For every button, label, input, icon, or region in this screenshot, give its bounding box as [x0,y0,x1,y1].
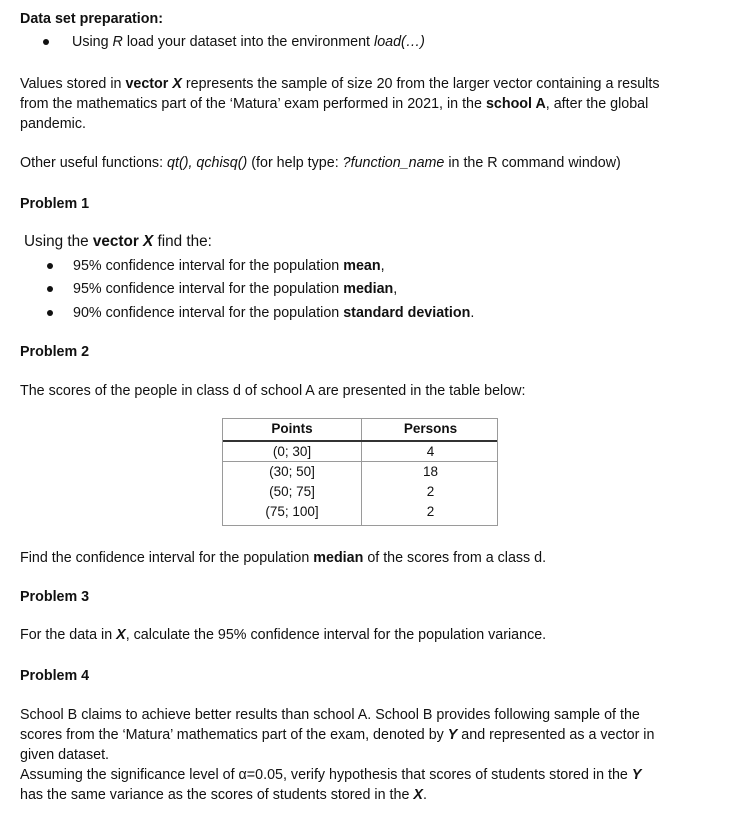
intro-line-2: from the mathematics part of the ‘Matura’ exam performed in 2021, in the school A, after the global [20,96,649,112]
table-cell-persons: 18 [422,464,439,479]
problem-4-line-3: given dataset. [20,747,110,763]
intro-line-1: Values stored in vector X represents the sample of size 20 from the larger vector containing a results [20,76,660,92]
bullet-dot [47,286,53,292]
problem-3-heading: Problem 3 [20,589,90,605]
problem-3-text: For the data in X, calculate the 95% confidence interval for the population variance. [20,627,547,643]
problem-2-heading: Problem 2 [20,344,90,360]
problem-4-line-2: scores from the ‘Matura’ mathematics part of the exam, denoted by Y and represented as a vector in [20,727,655,743]
bullet-dot [43,39,49,45]
table-header-persons: Persons [403,421,458,436]
table-cell-points: (50; 75] [269,484,315,499]
intro-line-3: pandemic. [20,116,86,132]
table-cell-points: (30; 50] [269,464,315,479]
problem-1-heading: Problem 1 [20,196,90,212]
problem-4-line-5: has the same variance as the scores of students stored in the X. [20,787,427,803]
bullet-dot [47,263,53,269]
problem-4-heading: Problem 4 [20,668,90,684]
useful-functions: Other useful functions: qt(), qchisq() (for help type: ?function_name in the R command window) [20,155,621,171]
prep-bullet: Using R load your dataset into the environment load(…) [72,34,425,50]
problem-1-intro: Using the vector X find the: [24,233,212,250]
problem-2-intro: The scores of the people in class d of school A are presented in the table below: [20,383,526,399]
problem-1-item: 95% confidence interval for the population median, [73,281,398,297]
problem-4-line-1: School B claims to achieve better results than school A. School B provides following sample of the [20,707,640,723]
table-cell-points: (75; 100] [265,504,319,519]
table-cell-points: (0; 30] [272,444,312,459]
table-cell-persons: 2 [426,504,435,519]
problem-2-question: Find the confidence interval for the population median of the scores from a class d. [20,550,547,566]
bullet-dot [47,310,53,316]
problem-1-item: 90% confidence interval for the population standard deviation. [73,305,475,321]
problem-1-item: 95% confidence interval for the population mean, [73,258,385,274]
table-cell-persons: 4 [426,444,435,459]
problem-4-line-4: Assuming the significance level of α=0.05, verify hypothesis that scores of students stored in the Y [20,767,642,783]
scores-table [222,418,498,526]
table-header-points: Points [271,421,313,436]
table-cell-persons: 2 [426,484,435,499]
prep-heading: Data set preparation: [20,11,164,27]
